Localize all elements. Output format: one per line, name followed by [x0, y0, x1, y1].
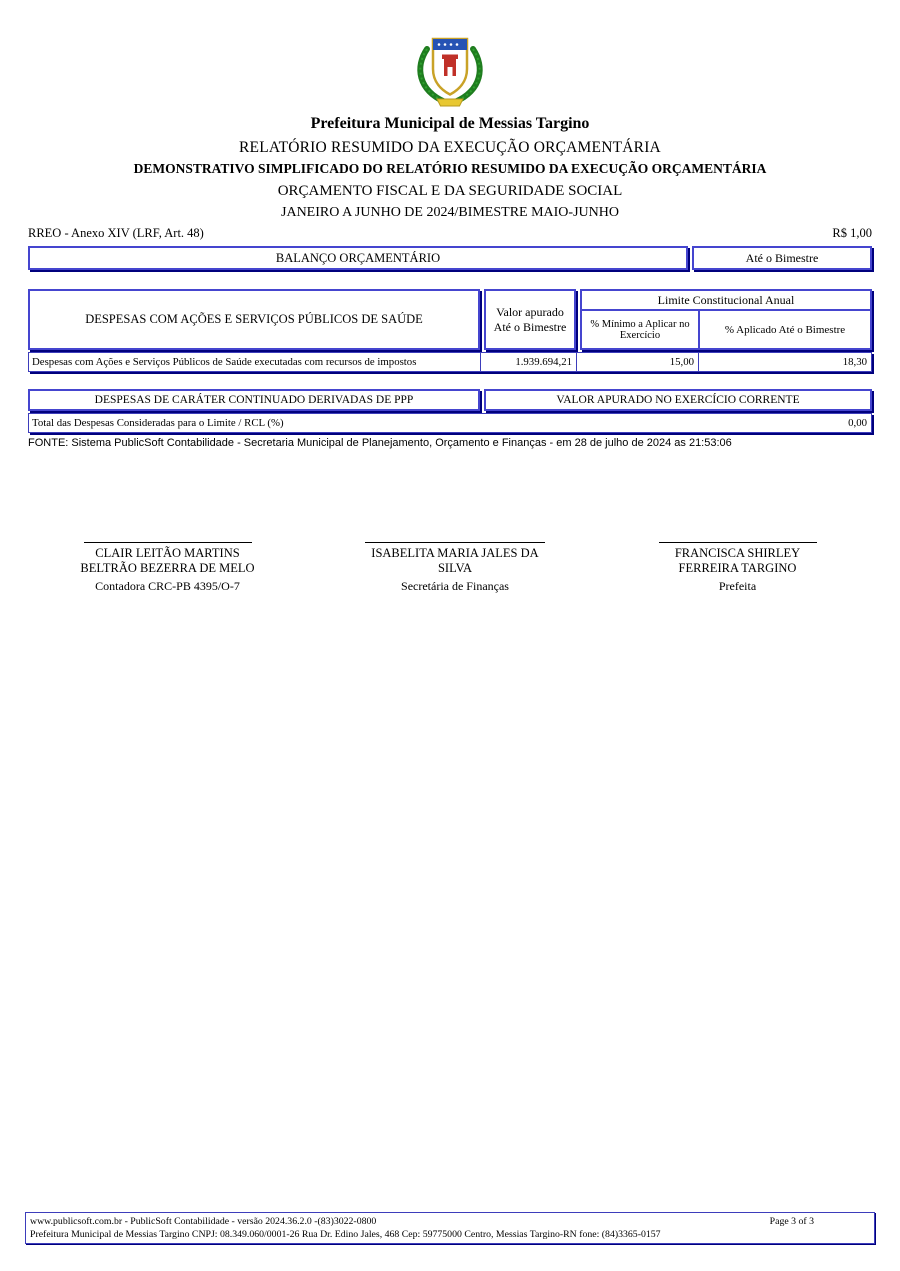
- ppp-row-label: Total das Despesas Consideradas para o Limite / RCL (%): [32, 417, 284, 429]
- signature-role: Secretária de Finanças: [401, 578, 509, 593]
- footer-municipality-info: Prefeitura Municipal de Messias Targino CNPJ: 08.349.060/0001-26 Rua Dr. Edino Jales, 468 Cep: 59775000 Centro, Messias Targino-RN fone: (84)3365-0157: [30, 1229, 661, 1240]
- signature-role: Contadora CRC-PB 4395/O-7: [95, 578, 240, 593]
- balance-title-cell: BALANÇO ORÇAMENTÁRIO: [28, 246, 688, 270]
- coat-of-arms-icon: [413, 27, 487, 109]
- signature-name: FRANCISCA SHIRLEY FERREIRA TARGINO: [674, 546, 801, 576]
- report-title: RELATÓRIO RESUMIDO DA EXECUÇÃO ORÇAMENTÁRIA: [239, 139, 661, 156]
- health-row-valor-apurado: 1.939.694,21: [481, 353, 577, 371]
- signature-role: Prefeita: [718, 578, 757, 593]
- report-period: JANEIRO A JUNHO DE 2024/BIMESTRE MAIO-JUNHO: [281, 205, 619, 220]
- health-row-minimo: 15,00: [577, 353, 699, 371]
- ppp-left-header: DESPESAS DE CARÁTER CONTINUADO DERIVADAS DE PPP: [28, 389, 480, 411]
- balance-header-bar: [28, 246, 872, 270]
- health-table-header: [28, 289, 872, 350]
- annex-label: RREO - Anexo XIV (LRF, Art. 48): [28, 226, 204, 240]
- annex-row: [28, 226, 872, 241]
- health-group-subheaders: [582, 311, 870, 348]
- health-col2-header: Valor apurado Até o Bimestre: [484, 289, 576, 350]
- signature-block-secretaria: [355, 542, 555, 593]
- footer-page-number: Page 3 of 3: [769, 1215, 814, 1227]
- health-group-header: Limite Constitucional Anual: [582, 291, 870, 311]
- ppp-right-header: VALOR APURADO NO EXERCÍCIO CORRENTE: [484, 389, 872, 411]
- balance-period-cell: Até o Bimestre: [692, 246, 872, 270]
- report-subtitle: DEMONSTRATIVO SIMPLIFICADO DO RELATÓRIO RESUMIDO DA EXECUÇÃO ORÇAMENTÁRIA: [133, 161, 767, 176]
- signature-name: CLAIR LEITÃO MARTINS BELTRÃO BEZERRA DE MELO: [80, 546, 255, 576]
- footer-line1-row: [26, 1213, 874, 1228]
- footer-vendor-info: www.publicsoft.com.br - PublicSoft Contabilidade - versão 2024.36.2.0 -(83)3022-0800: [30, 1215, 377, 1227]
- ppp-row-value: 0,00: [848, 417, 867, 429]
- municipal-coat-of-arms-logo: [407, 26, 493, 110]
- health-sub1-header: % Mínimo a Aplicar no Exercício: [582, 311, 700, 348]
- signature-block-prefeita: [645, 542, 830, 593]
- health-row-aplicado: 18,30: [842, 356, 867, 368]
- signatures-section: [70, 542, 830, 593]
- page-footer: [25, 1212, 875, 1244]
- signature-line: [84, 542, 252, 543]
- ppp-table-header: [28, 389, 872, 411]
- signature-name: ISABELITA MARIA JALES DA SILVA: [371, 546, 539, 576]
- footer-line2-row: [26, 1228, 874, 1243]
- currency-unit: R$ 1,00: [832, 226, 872, 240]
- health-table-row: [28, 352, 872, 372]
- source-note: FONTE: Sistema PublicSoft Contabilidade - Secretaria Municipal de Planejamento, Orçamento e Finanças - em 28 de julho de 2024 as 21:53:06: [28, 437, 732, 449]
- page-title-municipality: Prefeitura Municipal de Messias Targino: [310, 115, 590, 132]
- signature-block-contadora: [70, 542, 265, 593]
- health-limit-group: [580, 289, 872, 350]
- health-col1-header: DESPESAS COM AÇÕES E SERVIÇOS PÚBLICOS DE SAÚDE: [28, 289, 480, 350]
- ppp-table-row: [28, 413, 872, 433]
- signature-line: [659, 542, 817, 543]
- signature-line: [365, 542, 545, 543]
- report-scope: ORÇAMENTO FISCAL E DA SEGURIDADE SOCIAL: [277, 183, 623, 199]
- health-row-label: Despesas com Ações e Serviços Públicos de Saúde executadas com recursos de impostos: [29, 353, 481, 371]
- health-sub2-header: % Aplicado Até o Bimestre: [724, 323, 846, 336]
